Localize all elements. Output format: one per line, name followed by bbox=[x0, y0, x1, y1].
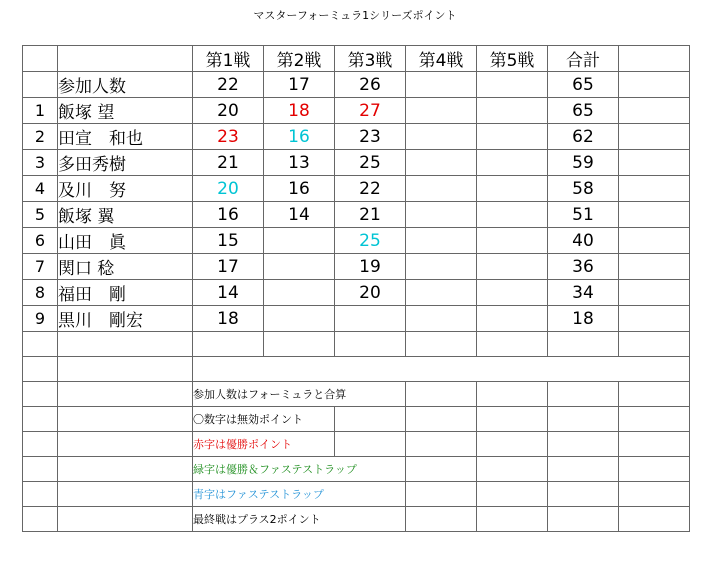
cell-empty[interactable] bbox=[548, 407, 619, 432]
blank-row bbox=[23, 332, 690, 357]
points-table bbox=[22, 45, 690, 532]
cell-empty[interactable] bbox=[58, 382, 193, 407]
note-row bbox=[23, 407, 690, 432]
table-row bbox=[23, 176, 690, 202]
cell-empty[interactable] bbox=[619, 407, 690, 432]
score-r3[interactable]: 23 bbox=[335, 124, 406, 150]
cell-empty[interactable] bbox=[548, 382, 619, 407]
cell-empty[interactable] bbox=[619, 46, 690, 72]
rank-cell[interactable]: 5 bbox=[23, 202, 58, 228]
cell-empty[interactable] bbox=[477, 457, 548, 482]
score-r3[interactable]: 25 bbox=[335, 150, 406, 176]
cell-empty[interactable] bbox=[548, 507, 619, 532]
cell-empty[interactable] bbox=[23, 332, 58, 357]
rank-cell[interactable]: 3 bbox=[23, 150, 58, 176]
header-round-1[interactable]: 第1戦 bbox=[193, 46, 264, 72]
score-r5[interactable] bbox=[477, 280, 548, 306]
score-total[interactable]: 62 bbox=[548, 124, 619, 150]
score-r3[interactable]: 22 bbox=[335, 176, 406, 202]
cell-empty[interactable] bbox=[23, 357, 58, 382]
cell-empty[interactable] bbox=[23, 46, 58, 72]
cell-empty[interactable] bbox=[23, 382, 58, 407]
score-r2[interactable]: 13 bbox=[264, 150, 335, 176]
note-row bbox=[23, 482, 690, 507]
driver-name[interactable]: 黒川 剛宏 bbox=[58, 306, 193, 332]
score-r4[interactable] bbox=[406, 228, 477, 254]
participants-row bbox=[23, 72, 690, 98]
note-row bbox=[23, 382, 690, 407]
cell-empty[interactable] bbox=[619, 124, 690, 150]
score-r5[interactable] bbox=[477, 98, 548, 124]
score-r2[interactable] bbox=[264, 254, 335, 280]
score-r3[interactable]: 21 bbox=[335, 202, 406, 228]
rank-cell[interactable]: 4 bbox=[23, 176, 58, 202]
score-r4[interactable] bbox=[406, 280, 477, 306]
cell-empty[interactable] bbox=[23, 407, 58, 432]
rank-cell[interactable]: 8 bbox=[23, 280, 58, 306]
header-row bbox=[23, 46, 690, 72]
cell-empty[interactable] bbox=[477, 507, 548, 532]
cell-empty[interactable] bbox=[619, 202, 690, 228]
cell-empty[interactable] bbox=[477, 382, 548, 407]
score-total[interactable]: 58 bbox=[548, 176, 619, 202]
score-r1[interactable]: 23 bbox=[193, 124, 264, 150]
cell-empty[interactable] bbox=[548, 432, 619, 457]
cell-empty[interactable] bbox=[406, 332, 477, 357]
cell-empty[interactable] bbox=[335, 332, 406, 357]
rank-cell[interactable]: 2 bbox=[23, 124, 58, 150]
cell-empty[interactable] bbox=[335, 407, 406, 432]
header-round-2[interactable]: 第2戦 bbox=[264, 46, 335, 72]
cell-empty[interactable] bbox=[619, 280, 690, 306]
cell-empty[interactable] bbox=[58, 357, 193, 382]
score-total[interactable]: 65 bbox=[548, 98, 619, 124]
rank-cell[interactable]: 7 bbox=[23, 254, 58, 280]
score-r1[interactable]: 21 bbox=[193, 150, 264, 176]
participants-r4[interactable] bbox=[406, 72, 477, 98]
cell-empty[interactable] bbox=[619, 228, 690, 254]
cell-empty[interactable] bbox=[406, 382, 477, 407]
note-fastest-lap[interactable]: 青字はファステストラップ bbox=[193, 482, 406, 507]
table-row bbox=[23, 254, 690, 280]
score-r1[interactable]: 20 bbox=[193, 98, 264, 124]
header-total[interactable]: 合計 bbox=[548, 46, 619, 72]
table-row bbox=[23, 202, 690, 228]
driver-name[interactable]: 田宣 和也 bbox=[58, 124, 193, 150]
driver-name[interactable]: 飯塚 望 bbox=[58, 98, 193, 124]
rank-cell[interactable]: 1 bbox=[23, 98, 58, 124]
table-row bbox=[23, 306, 690, 332]
rank-cell[interactable]: 9 bbox=[23, 306, 58, 332]
note-invalid-points[interactable]: 〇数字は無効ポイント bbox=[193, 407, 335, 432]
cell-empty[interactable] bbox=[406, 432, 477, 457]
note-row bbox=[23, 457, 690, 482]
driver-name[interactable]: 及川 努 bbox=[58, 176, 193, 202]
score-r3[interactable]: 19 bbox=[335, 254, 406, 280]
cell-empty[interactable] bbox=[23, 72, 58, 98]
score-r2[interactable]: 18 bbox=[264, 98, 335, 124]
score-r3[interactable]: 25 bbox=[335, 228, 406, 254]
score-total[interactable]: 40 bbox=[548, 228, 619, 254]
cell-empty[interactable] bbox=[548, 457, 619, 482]
score-r1[interactable]: 14 bbox=[193, 280, 264, 306]
score-r4[interactable] bbox=[406, 98, 477, 124]
driver-name[interactable]: 関口 稔 bbox=[58, 254, 193, 280]
cell-empty[interactable] bbox=[619, 176, 690, 202]
cell-empty[interactable] bbox=[58, 407, 193, 432]
cell-empty[interactable] bbox=[406, 482, 477, 507]
cell-empty[interactable] bbox=[406, 457, 477, 482]
blank-row bbox=[23, 357, 690, 382]
score-r4[interactable] bbox=[406, 124, 477, 150]
note-participants[interactable]: 参加人数はフォーミュラと合算 bbox=[193, 382, 406, 407]
table-row bbox=[23, 124, 690, 150]
score-total[interactable]: 51 bbox=[548, 202, 619, 228]
cell-empty[interactable] bbox=[23, 432, 58, 457]
cell-merged[interactable] bbox=[193, 357, 690, 382]
participants-label[interactable]: 参加人数 bbox=[58, 72, 193, 98]
participants-r5[interactable] bbox=[477, 72, 548, 98]
score-r4[interactable] bbox=[406, 254, 477, 280]
cell-empty[interactable] bbox=[58, 432, 193, 457]
score-r2[interactable]: 16 bbox=[264, 176, 335, 202]
score-r2[interactable]: 16 bbox=[264, 124, 335, 150]
cell-empty[interactable] bbox=[619, 254, 690, 280]
table-row bbox=[23, 228, 690, 254]
cell-empty[interactable] bbox=[264, 332, 335, 357]
note-win-points[interactable]: 赤字は優勝ポイント bbox=[193, 432, 335, 457]
driver-name[interactable]: 山田 眞 bbox=[58, 228, 193, 254]
score-r4[interactable] bbox=[406, 150, 477, 176]
score-r5[interactable] bbox=[477, 254, 548, 280]
table-row bbox=[23, 280, 690, 306]
participants-r3[interactable]: 26 bbox=[335, 72, 406, 98]
cell-empty[interactable] bbox=[619, 150, 690, 176]
note-win-fastest-lap[interactable]: 緑字は優勝＆ファステストラップ bbox=[193, 457, 406, 482]
cell-empty[interactable] bbox=[548, 482, 619, 507]
score-total[interactable]: 36 bbox=[548, 254, 619, 280]
cell-empty[interactable] bbox=[619, 482, 690, 507]
cell-empty[interactable] bbox=[23, 507, 58, 532]
score-total[interactable]: 59 bbox=[548, 150, 619, 176]
score-r1[interactable]: 20 bbox=[193, 176, 264, 202]
cell-empty[interactable] bbox=[406, 407, 477, 432]
cell-empty[interactable] bbox=[477, 332, 548, 357]
score-r5[interactable] bbox=[477, 150, 548, 176]
note-row bbox=[23, 432, 690, 457]
score-r5[interactable] bbox=[477, 306, 548, 332]
header-round-4[interactable]: 第4戦 bbox=[406, 46, 477, 72]
header-round-3[interactable]: 第3戦 bbox=[335, 46, 406, 72]
cell-empty[interactable] bbox=[619, 382, 690, 407]
score-total[interactable]: 18 bbox=[548, 306, 619, 332]
cell-empty[interactable] bbox=[58, 46, 193, 72]
score-r2[interactable] bbox=[264, 306, 335, 332]
score-r1[interactable]: 16 bbox=[193, 202, 264, 228]
score-r3[interactable]: 20 bbox=[335, 280, 406, 306]
table-row bbox=[23, 98, 690, 124]
driver-name[interactable]: 飯塚 翼 bbox=[58, 202, 193, 228]
score-r2[interactable]: 14 bbox=[264, 202, 335, 228]
score-r5[interactable] bbox=[477, 124, 548, 150]
score-r2[interactable] bbox=[264, 280, 335, 306]
cell-empty[interactable] bbox=[193, 332, 264, 357]
cell-empty[interactable] bbox=[477, 432, 548, 457]
score-r4[interactable] bbox=[406, 306, 477, 332]
cell-empty[interactable] bbox=[619, 72, 690, 98]
rank-cell[interactable]: 6 bbox=[23, 228, 58, 254]
note-final-bonus[interactable]: 最終戦はプラス2ポイント bbox=[193, 507, 406, 532]
score-r1[interactable]: 17 bbox=[193, 254, 264, 280]
participants-r2[interactable]: 17 bbox=[264, 72, 335, 98]
score-r1[interactable]: 18 bbox=[193, 306, 264, 332]
score-r5[interactable] bbox=[477, 176, 548, 202]
cell-empty[interactable] bbox=[619, 432, 690, 457]
driver-name[interactable]: 福田 剛 bbox=[58, 280, 193, 306]
score-r2[interactable] bbox=[264, 228, 335, 254]
cell-empty[interactable] bbox=[477, 407, 548, 432]
score-r4[interactable] bbox=[406, 202, 477, 228]
score-r5[interactable] bbox=[477, 228, 548, 254]
participants-r1[interactable]: 22 bbox=[193, 72, 264, 98]
cell-empty[interactable] bbox=[58, 482, 193, 507]
header-round-5[interactable]: 第5戦 bbox=[477, 46, 548, 72]
cell-empty[interactable] bbox=[619, 332, 690, 357]
cell-empty[interactable] bbox=[23, 457, 58, 482]
note-row bbox=[23, 507, 690, 532]
cell-empty[interactable] bbox=[23, 482, 58, 507]
cell-empty[interactable] bbox=[58, 507, 193, 532]
score-r4[interactable] bbox=[406, 176, 477, 202]
cell-empty[interactable] bbox=[619, 306, 690, 332]
page-title: マスターフォーミュラ1シリーズポイント bbox=[253, 9, 457, 22]
score-r3[interactable] bbox=[335, 306, 406, 332]
table-row bbox=[23, 150, 690, 176]
cell-empty[interactable] bbox=[58, 332, 193, 357]
score-r5[interactable] bbox=[477, 202, 548, 228]
cell-empty[interactable] bbox=[406, 507, 477, 532]
score-total[interactable]: 34 bbox=[548, 280, 619, 306]
cell-empty[interactable] bbox=[548, 332, 619, 357]
cell-empty[interactable] bbox=[619, 98, 690, 124]
cell-empty[interactable] bbox=[477, 482, 548, 507]
participants-total[interactable]: 65 bbox=[548, 72, 619, 98]
driver-name[interactable]: 多田秀樹 bbox=[58, 150, 193, 176]
score-r3[interactable]: 27 bbox=[335, 98, 406, 124]
cell-empty[interactable] bbox=[619, 507, 690, 532]
cell-empty[interactable] bbox=[619, 457, 690, 482]
score-r1[interactable]: 15 bbox=[193, 228, 264, 254]
cell-empty[interactable] bbox=[58, 457, 193, 482]
cell-empty[interactable] bbox=[335, 432, 406, 457]
